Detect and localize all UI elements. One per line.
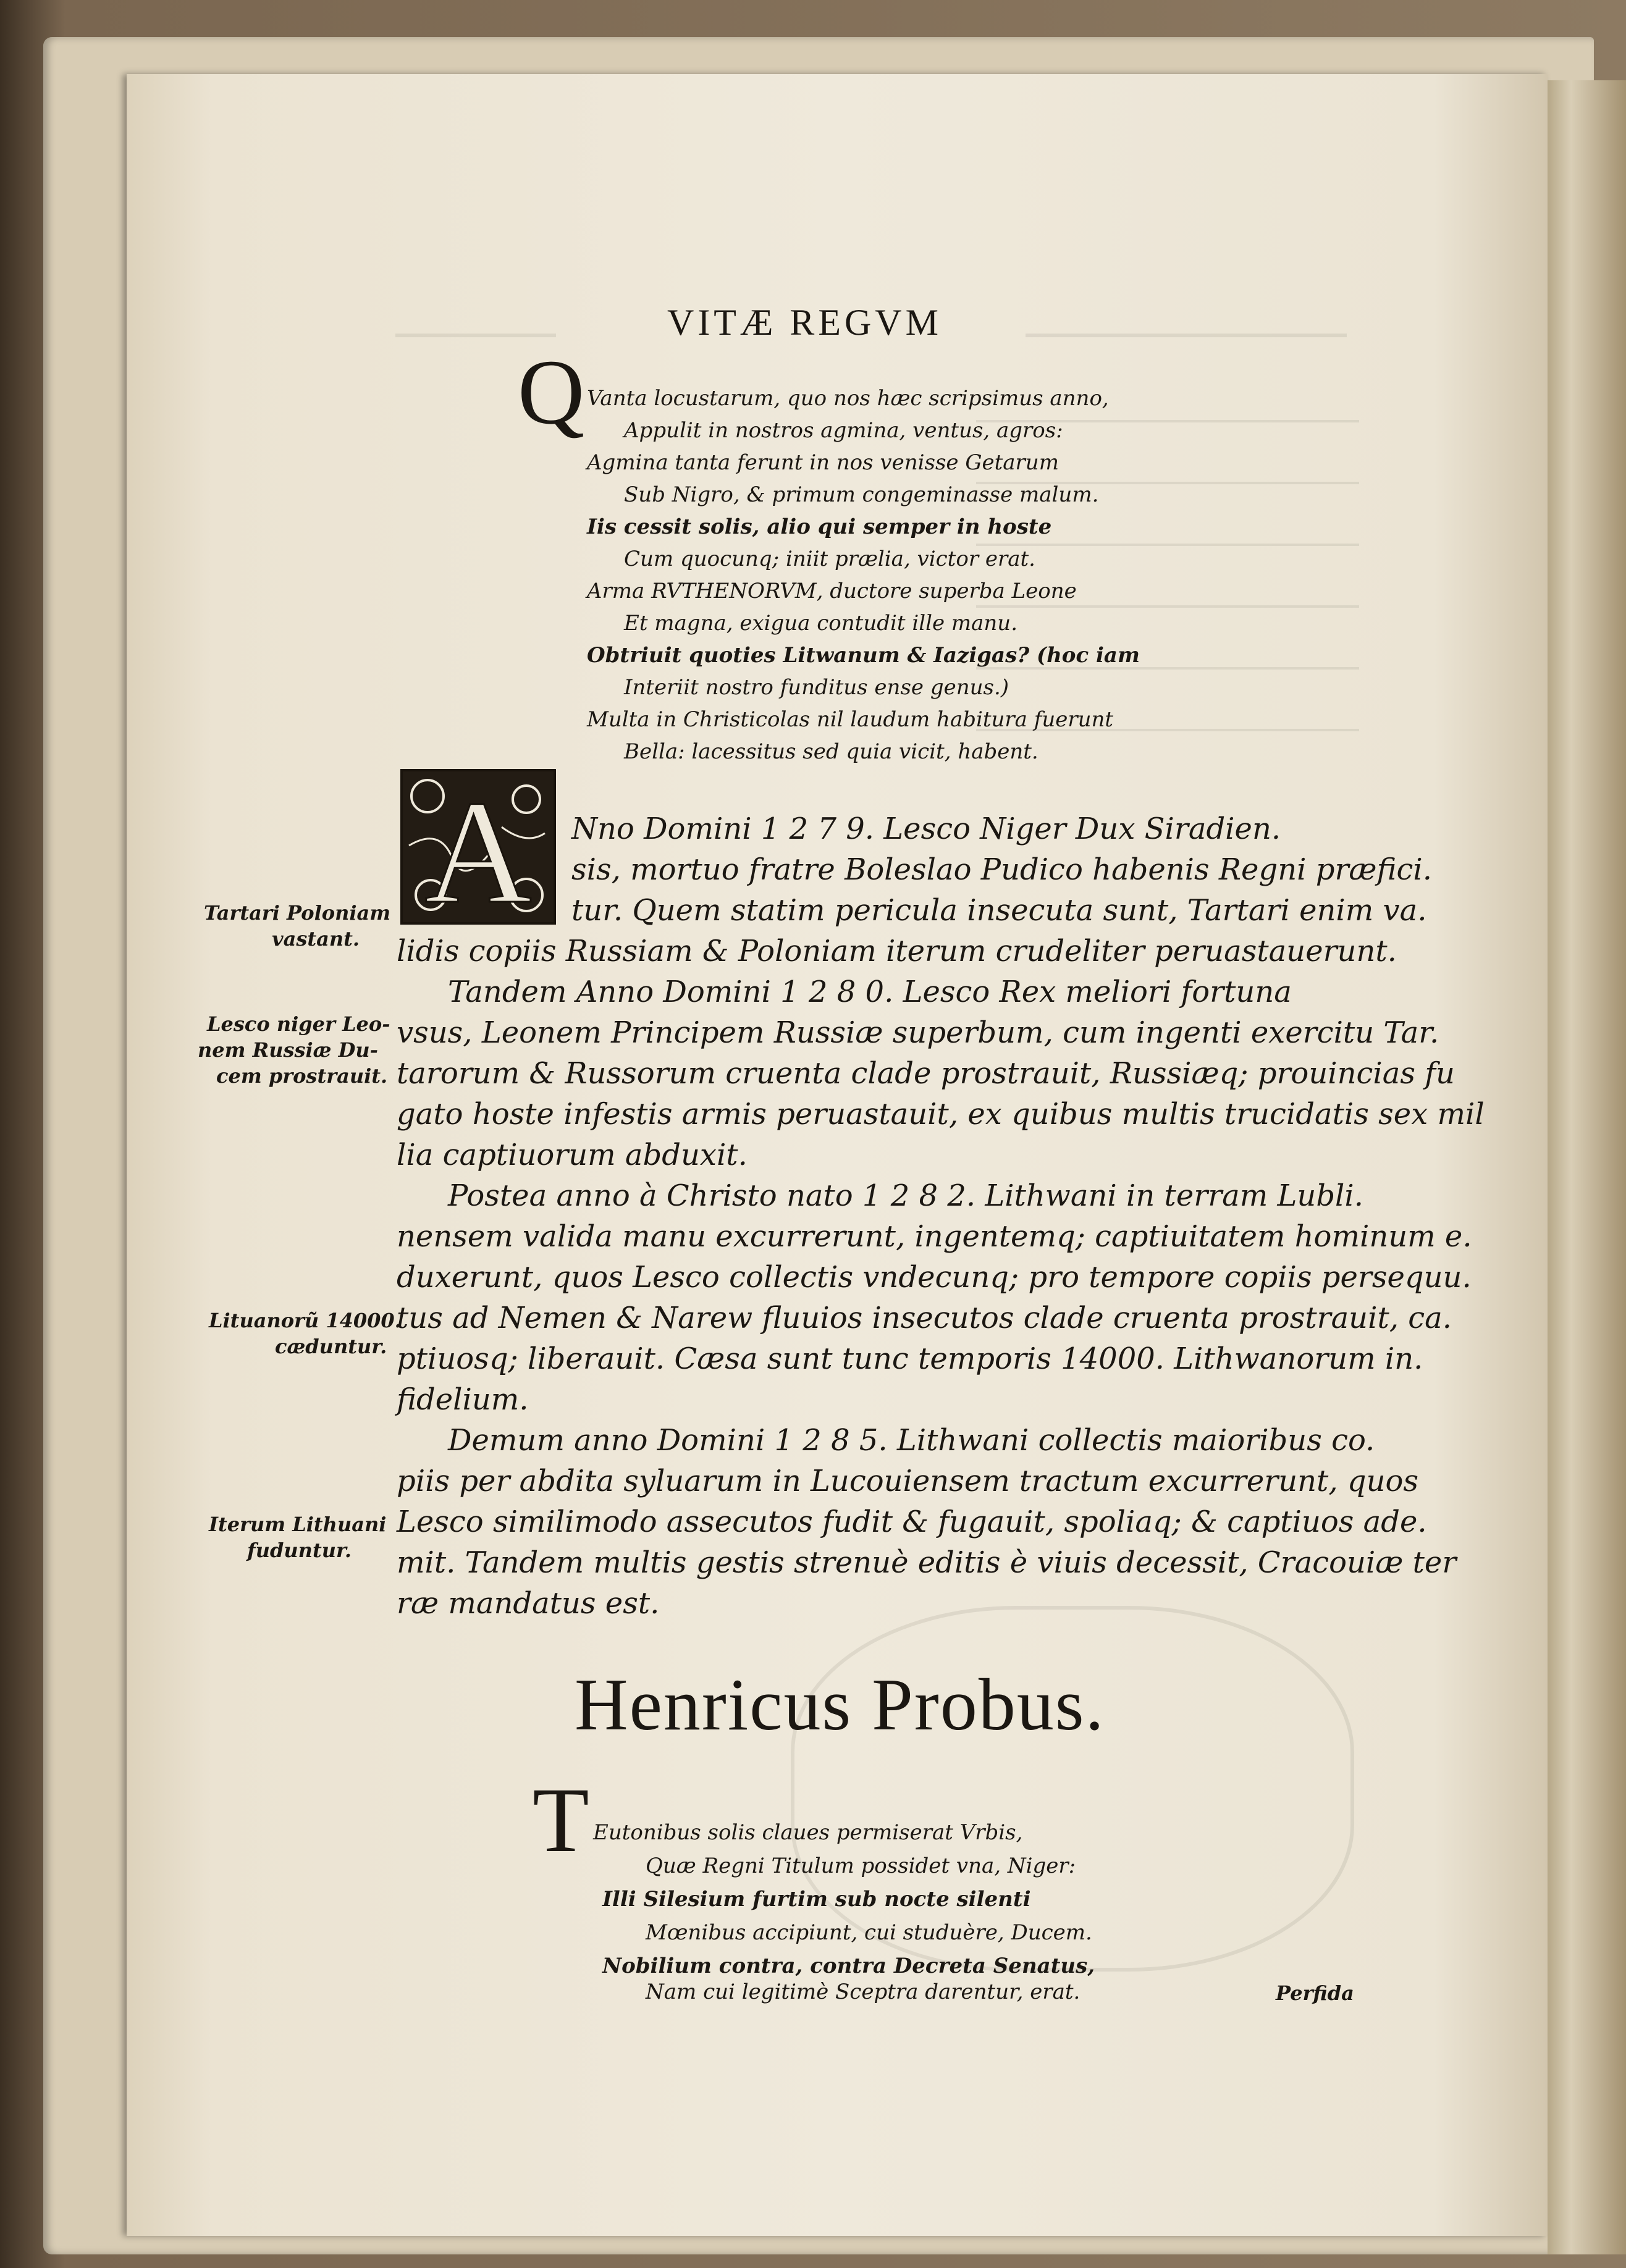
running-head: VITÆ REGVM [667,302,942,343]
prose-line: duxerunt, quos Lesco collectis vndecunq; pro tempore copiis persequu. [397,1260,1472,1295]
margin-note: fuduntur. [247,1539,352,1562]
prose-line: sis, mortuo fratre Boleslao Pudico habenis Regni præfici. [571,852,1433,887]
prose-line: Tandem Anno Domini 1 2 8 0. Lesco Rex meliori fortuna [448,975,1292,1009]
prose-line: ptiuosq; liberauit. Cæsa sunt tunc temporis 14000. Lithwanorum in. [397,1342,1423,1376]
prose-line: ræ mandatus est. [397,1586,660,1621]
show-through-line [395,309,556,337]
prose-line: Postea anno à Christo nato 1 2 8 2. Lithwani in terram Lubli. [448,1178,1363,1213]
prose-line: lidis copiis Russiam & Poloniam iterum crudeliter peruastauerunt. [397,934,1397,968]
prose-line: lia captiuorum abduxit. [397,1138,748,1172]
verse-line: Appulit in nostros agmina, ventus, agros: [624,418,1063,443]
verse-line: Et magna, exigua contudit ille manu. [624,611,1018,636]
section-title: Henricus Probus. [575,1663,1105,1745]
initial-letter: A [424,770,532,934]
verse-line: Bella: lacessitus sed quia vicit, habent. [624,739,1038,764]
margin-note: Lituanorũ 14000. [209,1309,402,1332]
margin-note: cæduntur. [275,1335,387,1358]
verse-line: Nobilium contra, contra Decreta Senatus, [602,1954,1095,1978]
prose-line: vsus, Leonem Principem Russiæ superbum, cum ingenti exercitu Tar. [397,1015,1439,1050]
margin-note: Tartari Poloniam [204,901,391,925]
verse-line: Mœnibus accipiunt, cui studuère, Ducem. [646,1920,1092,1945]
prose-line: tus ad Nemen & Narew fluuios insecutos clade cruenta prostrauit, ca. [397,1301,1452,1335]
show-through-ornament [791,1606,1354,1972]
drop-cap-q: Q [518,341,585,443]
margin-note: cem prostrauit. [216,1064,388,1088]
prose-line: Demum anno Domini 1 2 8 5. Lithwani collectis maioribus co. [448,1423,1375,1458]
verse-line: Iis cessit solis, alio qui semper in hoste [587,514,1052,539]
prose-line: gato hoste infestis armis peruastauit, ex quibus multis trucidatis sex mil [397,1097,1485,1132]
prose-line: Lesco similimodo assecutos fudit & fugauit, spoliaq; & captiuos ade. [397,1505,1427,1539]
verse-line: Nam cui legitimè Sceptra darentur, erat. [646,1980,1080,2004]
verse-line: Sub Nigro, & primum congeminasse malum. [624,482,1099,507]
verse-line: Interiit nostro funditus ense genus.) [624,675,1009,700]
margin-note: nem Russiæ Du- [198,1038,378,1062]
prose-line: Nno Domini 1 2 7 9. Lesco Niger Dux Siradien. [571,812,1281,846]
verse-line: Eutonibus solis claues permiserat Vrbis, [593,1820,1023,1845]
verse-line: Quæ Regni Titulum possidet vna, Niger: [646,1854,1076,1878]
verse-line: Agmina tanta ferunt in nos venisse Getarum [587,450,1059,475]
verse-line: Cum quocunq; iniit prælia, victor erat. [624,547,1035,571]
verse-line: Illi Silesium furtim sub nocte silenti [602,1887,1031,1912]
verse-line: Multa in Christicolas nil laudum habitura fuerunt [587,707,1114,732]
prose-line: fidelium. [397,1382,529,1417]
prose-line: tur. Quem statim pericula insecuta sunt, Tartari enim va. [571,893,1427,928]
facing-page-edge [1548,80,1626,2254]
margin-note: Lesco niger Leo- [207,1012,390,1036]
margin-note: Iterum Lithuani [209,1513,387,1536]
verse-line: Obtriuit quoties Litwanum & Iazigas? (hoc iam [587,643,1140,668]
prose-line: tarorum & Russorum cruenta clade prostrauit, Russiæq; prouincias fu [397,1056,1455,1091]
drop-cap-t: T [533,1769,589,1871]
prose-line: nensem valida manu excurrerunt, ingentemq; captiuitatem hominum e. [397,1219,1472,1254]
margin-note: vastant. [272,927,360,951]
decorated-initial-a [400,769,556,934]
prose-line: piis per abdita syluarum in Lucouiensem tractum excurrerunt, quos [397,1464,1419,1498]
catchword: Perfida [1276,1981,1354,2005]
verse-line: Vanta locustarum, quo nos hæc scripsimus anno, [587,386,1109,411]
prose-line: mit. Tandem multis gestis strenuè editis è viuis decessit, Cracouiæ ter [397,1545,1457,1580]
verse-line: Arma RVTHENORVM, ductore superba Leone [587,579,1077,603]
show-through-line [1026,309,1347,337]
